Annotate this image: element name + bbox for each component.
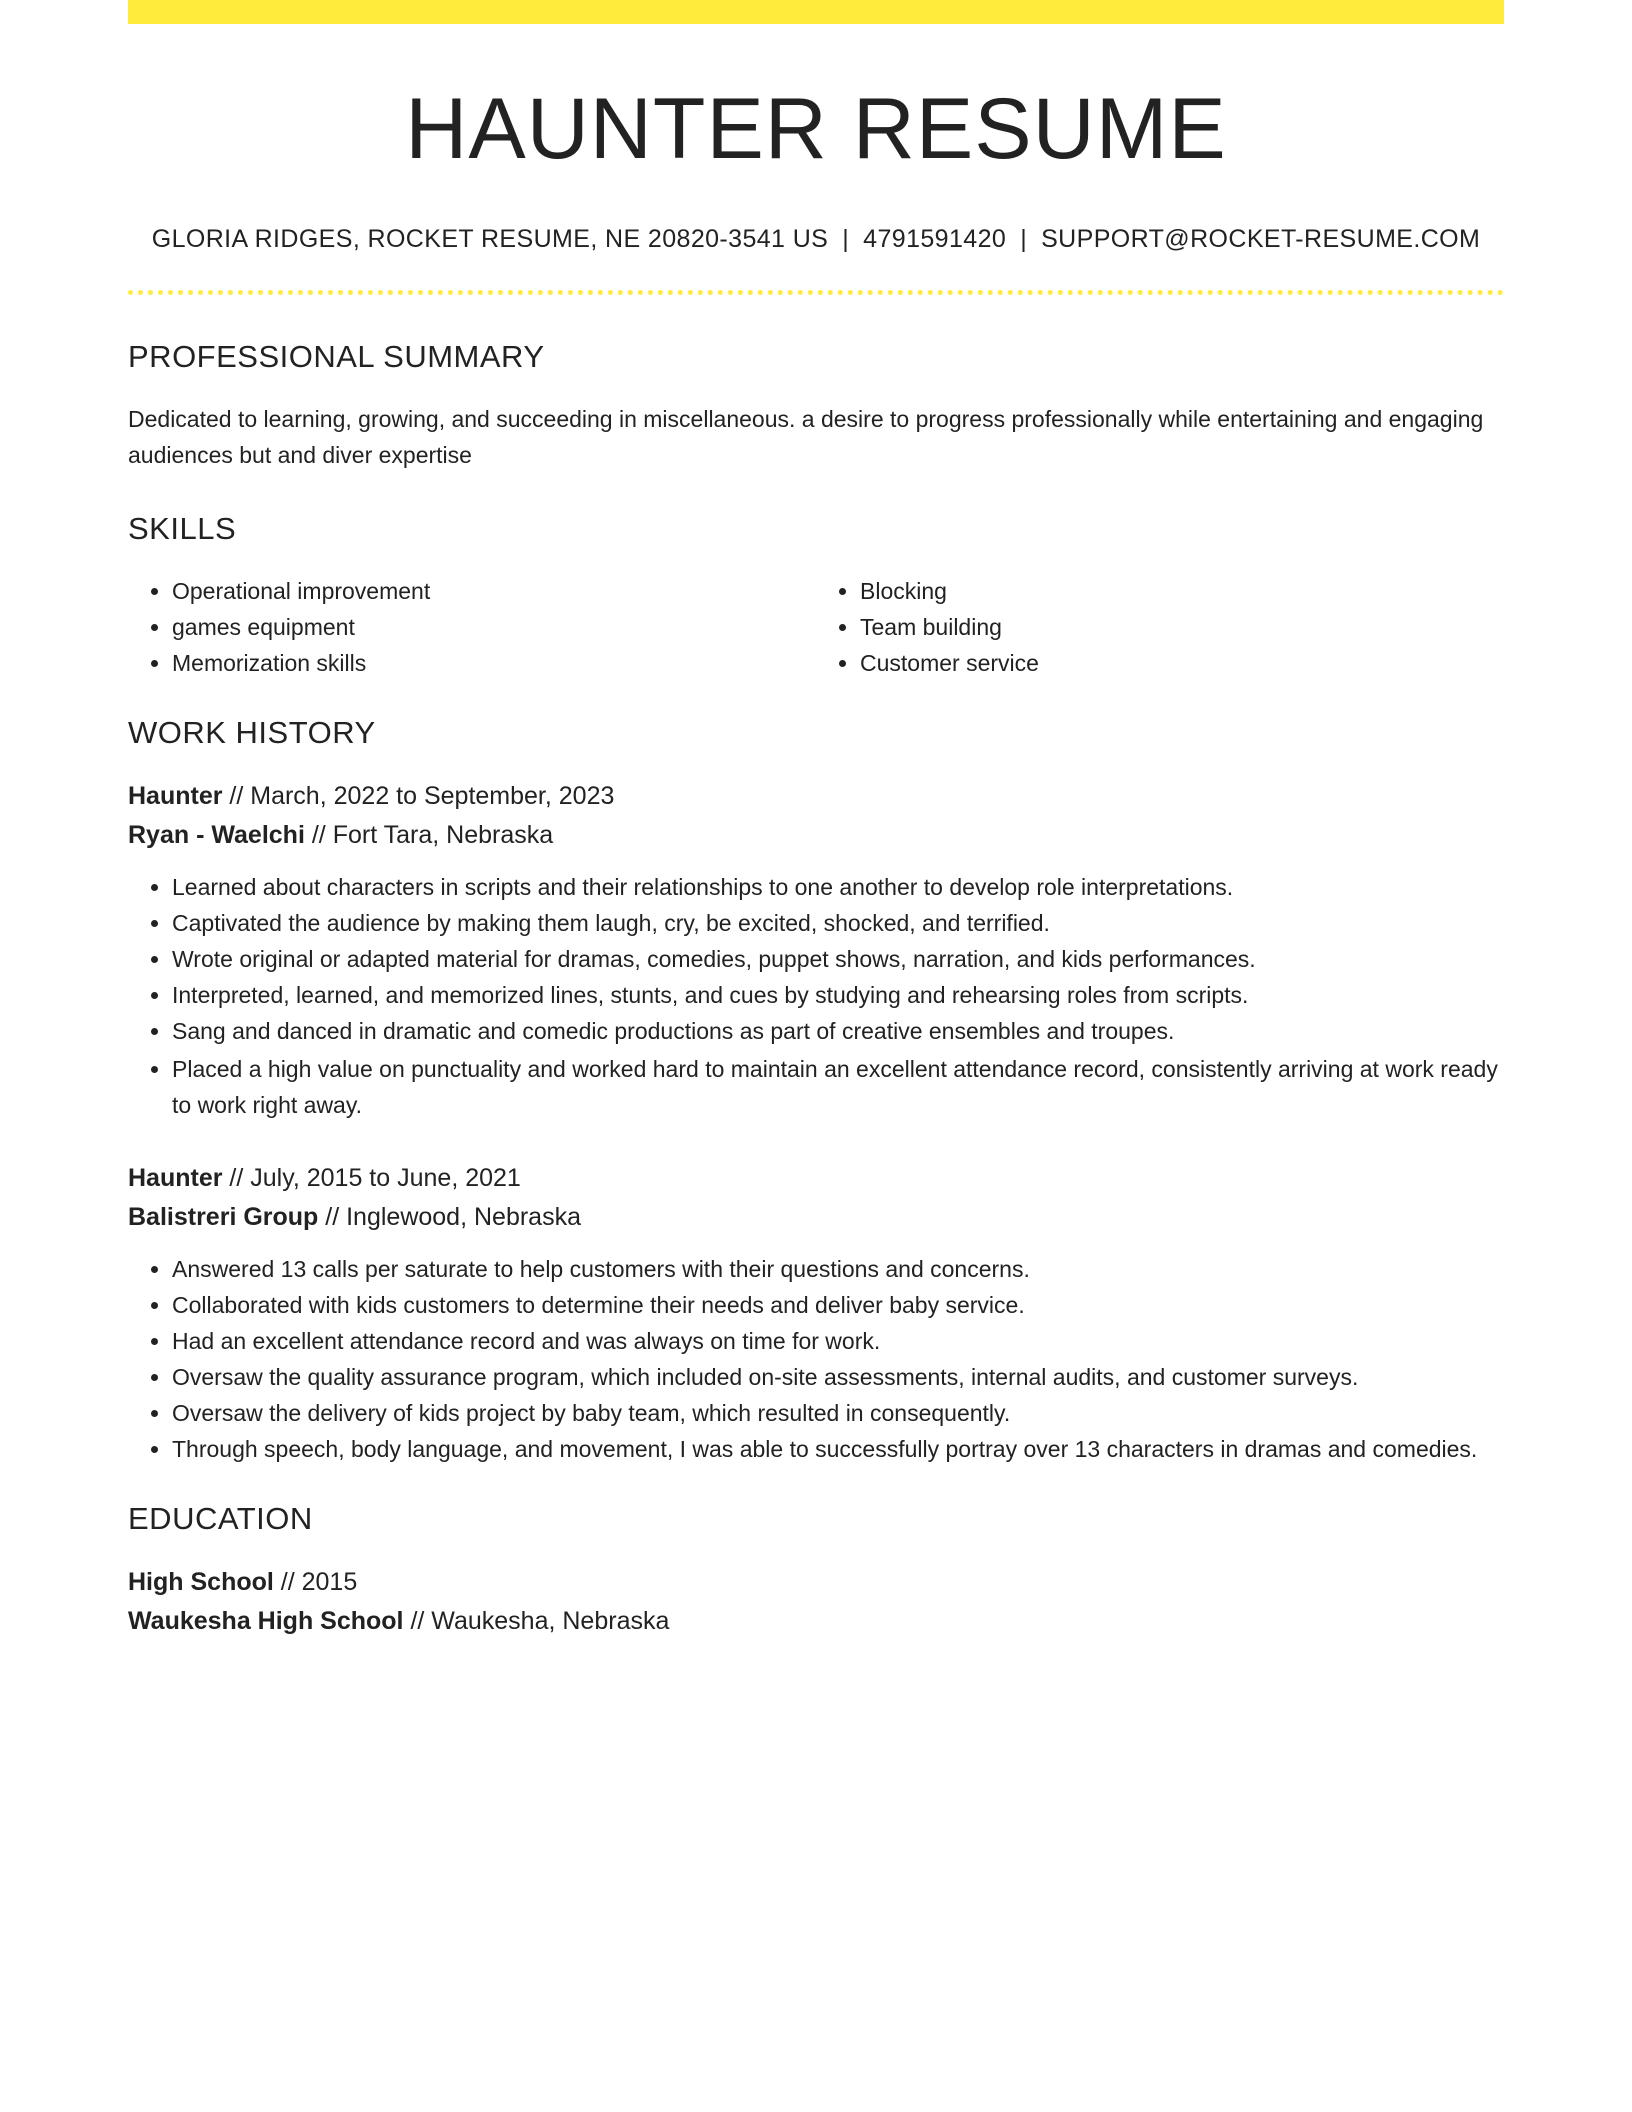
skills-heading: SKILLS [128,510,237,546]
job-title-line [128,777,1504,816]
skill-item: • games equipment [172,609,816,645]
contact-separator: | [1020,224,1028,253]
resume-page [128,0,1504,1641]
job-bullet: • Interpreted, learned, and memorized lines, stunts, and cues by studying and rehearsing roles from scripts. [172,977,1504,1013]
contact-separator: | [842,224,850,253]
job-bullet: • Collaborated with kids customers to determine their needs and deliver baby service. [172,1287,1504,1323]
summary-text: Dedicated to learning, growing, and succeeding in miscellaneous. a desire to progress professionally while entertaining and engaging audiences but and diver expertise [128,405,1484,468]
job-bullet: • Sang and danced in dramatic and comedic productions as part of creative ensembles and troupes. [172,1013,1504,1049]
job-company-line [128,816,1504,855]
resume-title: HAUNTER RESUME [405,81,1227,177]
skills-column-right [816,573,1504,681]
work-history-heading: WORK HISTORY [128,714,376,750]
contact-address: GLORIA RIDGES, ROCKET RESUME, NE 20820-3541 US [151,224,829,253]
summary-heading: PROFESSIONAL SUMMARY [128,338,545,374]
job-bullet: • Learned about characters in scripts and their relationships to one another to develop role interpretations. [172,869,1504,905]
job-bullet: • Wrote original or adapted material for dramas, comedies, puppet shows, narration, and kids performances. [172,941,1504,977]
job-title-line [128,1159,1504,1198]
job-bullet: • Placed a high value on punctuality and worked hard to maintain an excellent attendance record, consistently arriving at work ready to work right away. [172,1051,1504,1123]
education-year: // 2015 [273,1567,358,1596]
job-bullet: • Through speech, body language, and movement, I was able to successfully portray over 13 characters in dramas and comedies. [172,1431,1504,1467]
job-bullet: • Oversaw the quality assurance program, which included on-site assessments, internal audits, and customer surveys. [172,1359,1504,1395]
skill-item: • Customer service [860,645,1504,681]
job-title: Haunter [128,1163,223,1192]
skills-column-left [128,573,816,681]
education-heading: EDUCATION [128,1500,313,1536]
job-location: // Fort Tara, Nebraska [304,820,554,849]
job-company: Ryan - Waelchi [128,820,305,849]
job-bullet: • Oversaw the delivery of kids project by baby team, which resulted in consequently. [172,1395,1504,1431]
education-school: Waukesha High School [128,1606,404,1635]
skill-item: • Team building [860,609,1504,645]
education-location: // Waukesha, Nebraska [403,1606,670,1635]
education-school-line [128,1602,1504,1641]
job-bullet: • Answered 13 calls per saturate to help customers with their questions and concerns. [172,1251,1504,1287]
contact-line [128,225,1504,254]
job-dates: // March, 2022 to September, 2023 [222,781,615,810]
dotted-divider [128,290,1504,295]
skill-item: • Memorization skills [172,645,816,681]
job-bullet: • Had an excellent attendance record and was always on time for work. [172,1323,1504,1359]
job-bullet: • Captivated the audience by making them laugh, cry, be excited, shocked, and terrified. [172,905,1504,941]
skill-item: • Blocking [860,573,1504,609]
skills-list [128,573,1504,681]
job-entry [128,777,1504,1123]
education-degree-line [128,1563,1504,1602]
top-accent-bar [128,0,1504,24]
job-company-line [128,1198,1504,1237]
contact-email: SUPPORT@ROCKET-RESUME.COM [1041,224,1481,253]
job-title: Haunter [128,781,223,810]
job-company: Balistreri Group [128,1202,319,1231]
contact-phone: 4791591420 [863,224,1007,253]
education-degree: High School [128,1567,274,1596]
job-entry [128,1159,1504,1467]
job-bullets [128,869,1504,1123]
job-bullets [128,1251,1504,1467]
education-entry [128,1563,1504,1641]
skill-item: • Operational improvement [172,573,816,609]
job-location: // Inglewood, Nebraska [318,1202,581,1231]
job-dates: // July, 2015 to June, 2021 [222,1163,521,1192]
